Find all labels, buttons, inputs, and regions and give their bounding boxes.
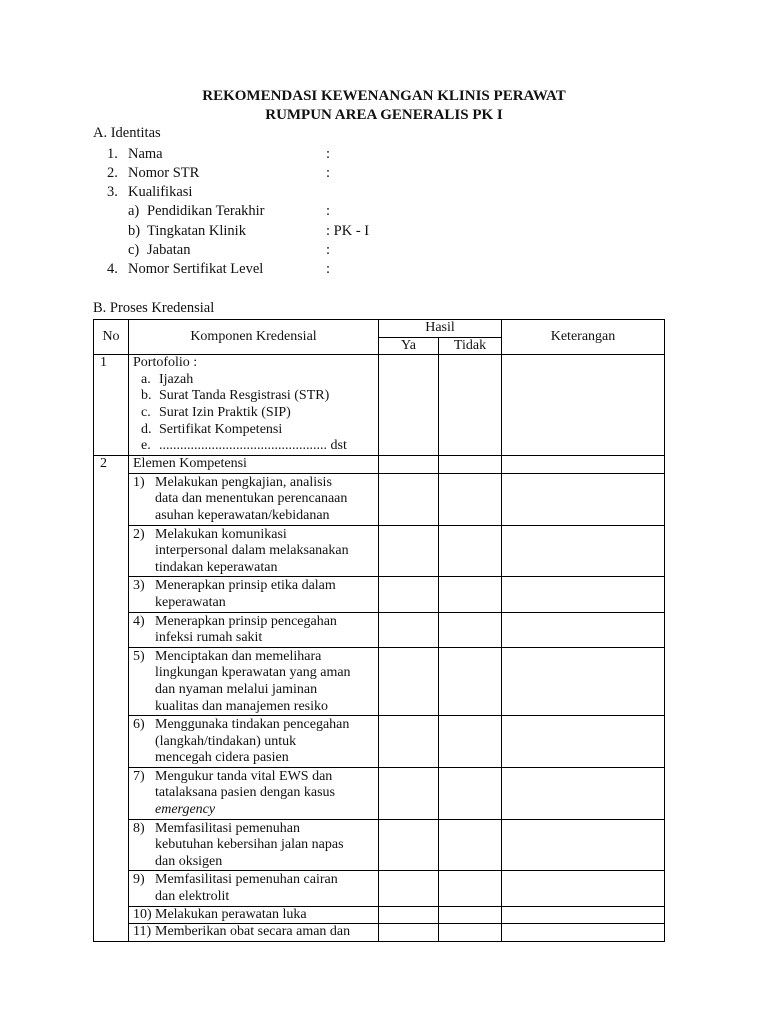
komponen-cell bbox=[129, 924, 379, 942]
list-text: Ijazah bbox=[159, 371, 194, 387]
list-text: Sertifikat Kompetensi bbox=[159, 421, 283, 437]
table-row bbox=[94, 871, 665, 906]
list-text bbox=[155, 527, 378, 577]
komponen-cell bbox=[129, 871, 379, 906]
item-marker: c) bbox=[128, 242, 140, 258]
komponen-cell bbox=[129, 525, 379, 577]
tidak-cell[interactable] bbox=[439, 819, 502, 871]
text-line: Menerapkan prinsip etika dalam bbox=[155, 578, 336, 594]
field-label-nama: Nama bbox=[128, 146, 163, 162]
header-keterangan: Keterangan bbox=[502, 320, 665, 355]
list-item bbox=[133, 372, 378, 389]
komponen-cell bbox=[129, 716, 379, 768]
list-text bbox=[155, 769, 378, 819]
list-text: Melakukan perawatan luka bbox=[155, 906, 307, 922]
list-text: Surat Tanda Resgistrasi (STR) bbox=[159, 388, 330, 404]
tidak-cell[interactable] bbox=[439, 577, 502, 612]
keterangan-cell[interactable] bbox=[502, 767, 665, 819]
table-row bbox=[94, 473, 665, 525]
field-label-pendidikan: Pendidikan Terakhir bbox=[147, 203, 265, 219]
text-line: dan oksigen bbox=[155, 853, 223, 869]
text-line: Menerapkan prinsip pencegahan bbox=[155, 613, 337, 629]
text-line: Menciptakan dan memelihara bbox=[155, 648, 322, 664]
section-b-heading: B. Proses Kredensial bbox=[93, 300, 215, 316]
text-line: keperawatan bbox=[155, 594, 226, 610]
table-row bbox=[94, 355, 665, 456]
list-item bbox=[129, 613, 378, 647]
table-row bbox=[94, 525, 665, 577]
text-line: kebutuhan kebersihan jalan napas bbox=[155, 837, 344, 853]
table-row bbox=[94, 924, 665, 942]
row-title: Elemen Kompetensi bbox=[129, 456, 379, 474]
item-marker: 4. bbox=[107, 261, 118, 277]
list-text bbox=[155, 578, 378, 611]
keterangan-cell[interactable] bbox=[502, 924, 665, 942]
ya-cell[interactable] bbox=[379, 577, 439, 612]
list-marker: a. bbox=[141, 371, 151, 387]
ya-cell[interactable] bbox=[379, 456, 439, 474]
field-value-tingkatan-klinik: : PK - I bbox=[326, 223, 370, 239]
ya-cell[interactable] bbox=[379, 906, 439, 924]
list-marker: c. bbox=[141, 404, 151, 420]
tidak-cell[interactable] bbox=[439, 716, 502, 768]
list-marker: e. bbox=[141, 438, 151, 454]
text-line: Menggunaka tindakan pencegahan bbox=[155, 717, 350, 733]
list-marker: 7) bbox=[133, 768, 145, 784]
item-marker: 2. bbox=[107, 165, 118, 181]
list-item bbox=[129, 577, 378, 611]
item-marker: 3. bbox=[107, 184, 118, 200]
table-row bbox=[94, 906, 665, 924]
list-text bbox=[155, 821, 378, 871]
ya-cell[interactable] bbox=[379, 473, 439, 525]
tidak-cell[interactable] bbox=[439, 906, 502, 924]
text-line: data dan menentukan perencanaan bbox=[155, 491, 348, 507]
list-marker: b. bbox=[141, 388, 152, 404]
text-line: kualitas dan manajemen resiko bbox=[155, 698, 328, 714]
tidak-cell[interactable] bbox=[439, 456, 502, 474]
keterangan-cell[interactable] bbox=[502, 647, 665, 715]
list-marker: d. bbox=[141, 421, 152, 437]
text-line: emergency bbox=[155, 802, 216, 818]
keterangan-cell[interactable] bbox=[502, 456, 665, 474]
field-label-kualifikasi: Kualifikasi bbox=[128, 184, 193, 200]
field-label-tingkatan-klinik: Tingkatan Klinik bbox=[147, 223, 246, 239]
list-marker: 11) bbox=[133, 924, 152, 940]
header-ya: Ya bbox=[379, 337, 439, 355]
list-item bbox=[133, 422, 378, 439]
list-marker: 6) bbox=[133, 717, 145, 733]
list-item bbox=[133, 388, 378, 405]
ya-cell[interactable] bbox=[379, 871, 439, 906]
document-title-line2: RUMPUN AREA GENERALIS PK I bbox=[265, 107, 503, 123]
text-line: Melakukan pengkajian, analisis bbox=[155, 474, 332, 490]
text-line: interpersonal dalam melaksanakan bbox=[155, 543, 349, 559]
row-number: 1 bbox=[94, 355, 129, 456]
field-value-nama: : bbox=[326, 146, 331, 162]
document-title-line1: REKOMENDASI KEWENANGAN KLINIS PERAWAT bbox=[202, 88, 566, 104]
ya-cell[interactable] bbox=[379, 767, 439, 819]
keterangan-cell[interactable] bbox=[502, 355, 665, 456]
keterangan-cell[interactable] bbox=[502, 871, 665, 906]
komponen-cell bbox=[129, 767, 379, 819]
header-tidak: Tidak bbox=[439, 337, 502, 355]
text-line: tindakan keperawatan bbox=[155, 559, 278, 575]
list-marker: 10) bbox=[133, 906, 152, 922]
list-item bbox=[129, 768, 378, 819]
ya-cell[interactable] bbox=[379, 525, 439, 577]
table-row bbox=[94, 577, 665, 612]
ya-cell[interactable] bbox=[379, 647, 439, 715]
table-row bbox=[94, 819, 665, 871]
komponen-cell bbox=[129, 577, 379, 612]
list-item bbox=[129, 924, 378, 941]
list-item bbox=[129, 871, 378, 905]
field-value-nomor-sertifikat: : bbox=[326, 261, 331, 277]
header-komponen: Komponen Kredensial bbox=[129, 320, 379, 355]
keterangan-cell[interactable] bbox=[502, 612, 665, 647]
list-item bbox=[129, 526, 378, 577]
list-text: Memberikan obat secara aman dan bbox=[155, 924, 351, 940]
item-marker: a) bbox=[128, 203, 140, 219]
list-marker: 3) bbox=[133, 578, 145, 594]
text-line: mencegah cidera pasien bbox=[155, 750, 289, 766]
text-line: tatalaksana pasien dengan kasus bbox=[155, 785, 335, 801]
list-marker: 5) bbox=[133, 648, 145, 664]
list-text: Surat Izin Praktik (SIP) bbox=[159, 404, 291, 420]
field-label-nomor-sertifikat: Nomor Sertifikat Level bbox=[128, 261, 264, 277]
keterangan-cell[interactable] bbox=[502, 716, 665, 768]
table-row bbox=[94, 716, 665, 768]
header-hasil: Hasil bbox=[379, 320, 502, 338]
list-item bbox=[133, 438, 378, 455]
field-label-nomor-str: Nomor STR bbox=[128, 165, 200, 181]
item-marker: b) bbox=[128, 223, 141, 239]
text-line: infeksi rumah sakit bbox=[155, 630, 263, 646]
tidak-cell[interactable] bbox=[439, 355, 502, 456]
list-item bbox=[129, 648, 378, 715]
text-line: (langkah/tindakan) untuk bbox=[155, 733, 297, 749]
ya-cell[interactable] bbox=[379, 819, 439, 871]
section-a-heading: A. Identitas bbox=[93, 125, 161, 141]
list-text bbox=[155, 475, 378, 525]
tidak-cell[interactable] bbox=[439, 612, 502, 647]
field-label-jabatan: Jabatan bbox=[147, 242, 191, 258]
field-value-pendidikan: : bbox=[326, 203, 331, 219]
text-line: lingkungan kperawatan yang aman bbox=[155, 665, 351, 681]
list-item bbox=[129, 716, 378, 767]
text-line: Memfasilitasi pemenuhan bbox=[155, 820, 301, 836]
list-marker: 4) bbox=[133, 613, 145, 629]
ya-cell[interactable] bbox=[379, 612, 439, 647]
field-value-nomor-str: : bbox=[326, 165, 331, 181]
komponen-cell bbox=[129, 906, 379, 924]
komponen-cell bbox=[129, 355, 379, 456]
komponen-cell bbox=[129, 819, 379, 871]
list-marker: 9) bbox=[133, 872, 145, 888]
list-item bbox=[129, 907, 378, 924]
ya-cell[interactable] bbox=[379, 355, 439, 456]
tidak-cell[interactable] bbox=[439, 525, 502, 577]
row-number: 2 bbox=[94, 456, 129, 942]
text-line: asuhan keperawatan/kebidanan bbox=[155, 507, 330, 523]
field-value-jabatan: : bbox=[326, 242, 331, 258]
table-row bbox=[94, 456, 665, 474]
list-item bbox=[129, 820, 378, 871]
list-text bbox=[155, 717, 378, 767]
text-line: dan nyaman melalui jaminan bbox=[155, 681, 318, 697]
keterangan-cell[interactable] bbox=[502, 473, 665, 525]
list-item bbox=[129, 474, 378, 525]
tidak-cell[interactable] bbox=[439, 647, 502, 715]
text-line: dan elektrolit bbox=[155, 889, 230, 905]
table-row bbox=[94, 612, 665, 647]
list-text bbox=[155, 649, 378, 715]
list-text bbox=[155, 872, 378, 905]
list-marker: 8) bbox=[133, 820, 145, 836]
list-marker: 2) bbox=[133, 526, 145, 542]
keterangan-cell[interactable] bbox=[502, 819, 665, 871]
tidak-cell[interactable] bbox=[439, 871, 502, 906]
table-row bbox=[94, 647, 665, 715]
item-marker: 1. bbox=[107, 146, 118, 162]
komponen-cell bbox=[129, 647, 379, 715]
table-row bbox=[94, 767, 665, 819]
ya-cell[interactable] bbox=[379, 716, 439, 768]
list-item bbox=[133, 405, 378, 422]
tidak-cell[interactable] bbox=[439, 924, 502, 942]
keterangan-cell[interactable] bbox=[502, 525, 665, 577]
list-text bbox=[155, 614, 378, 647]
text-line: Melakukan komunikasi bbox=[155, 526, 287, 542]
ya-cell[interactable] bbox=[379, 924, 439, 942]
komponen-cell bbox=[129, 473, 379, 525]
tidak-cell[interactable] bbox=[439, 473, 502, 525]
row-title: Portofolio : bbox=[133, 355, 198, 371]
kredensial-table bbox=[93, 319, 665, 942]
list-text: ................................................ dst bbox=[159, 438, 347, 454]
komponen-cell bbox=[129, 612, 379, 647]
tidak-cell[interactable] bbox=[439, 767, 502, 819]
text-line: Memfasilitasi pemenuhan cairan bbox=[155, 872, 338, 888]
header-no: No bbox=[94, 320, 129, 355]
list-marker: 1) bbox=[133, 474, 145, 490]
text-line: Mengukur tanda vital EWS dan bbox=[155, 768, 333, 784]
keterangan-cell[interactable] bbox=[502, 906, 665, 924]
keterangan-cell[interactable] bbox=[502, 577, 665, 612]
